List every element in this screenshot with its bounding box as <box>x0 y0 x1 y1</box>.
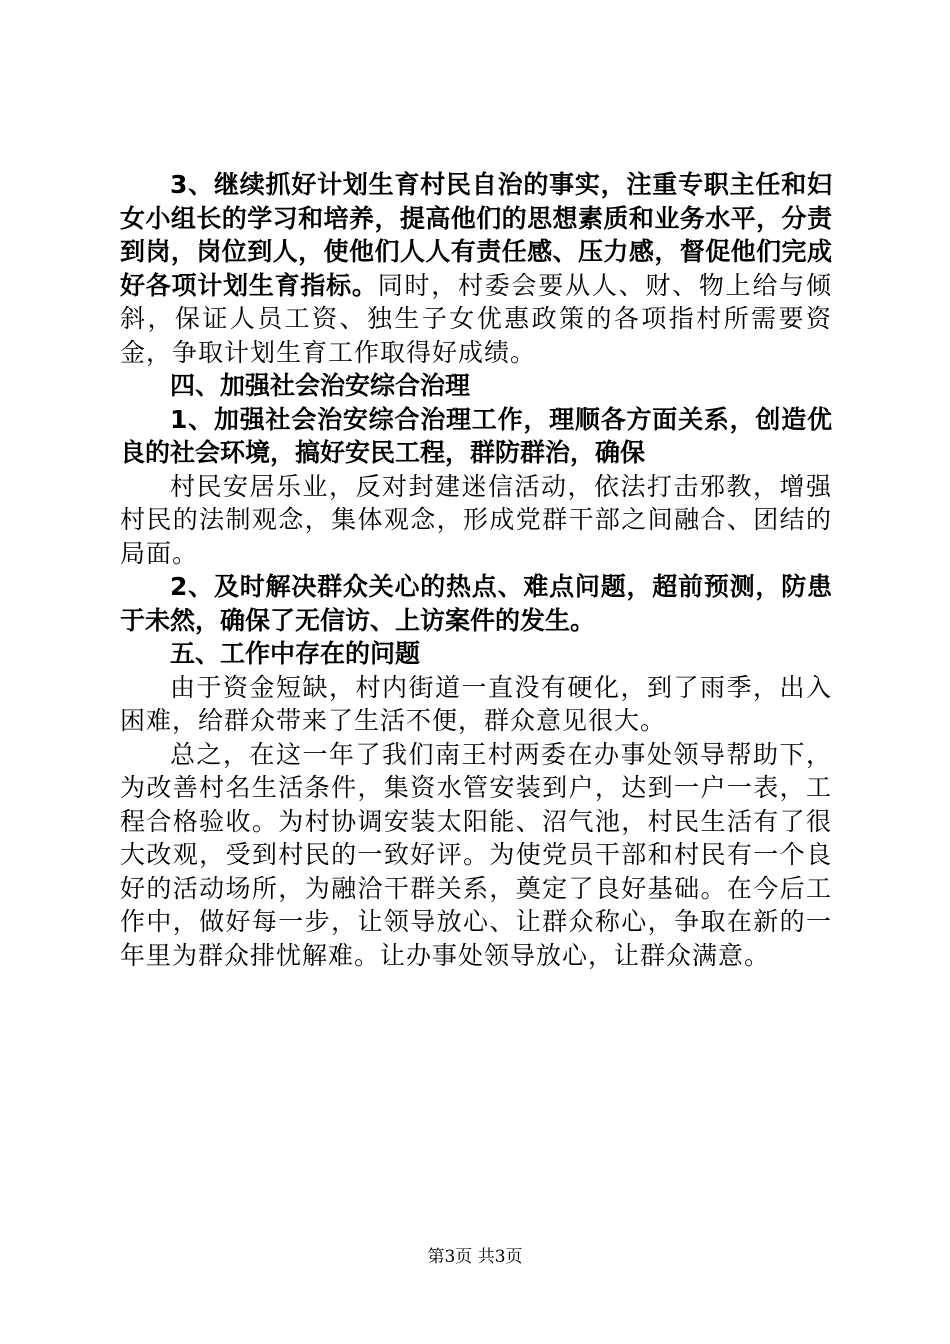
paragraph-item-2-hotspots: 2、及时解决群众关心的热点、难点问题，超前预测，防患于未然，确保了无信访、上访案件的发生。 <box>120 572 832 635</box>
paragraph-summary: 总之，在这一年了我们南王村两委在办事处领导帮助下，为改善村名生活条件，集资水管安装到户，达到一户一表，工程合格验收。为村协调安装太阳能、沼气池，村民生活有了很大改观，受到村民的一致好评。为使党员干部和村民有一个良好的活动场所，为融洽干群关系，奠定了良好基础。在今后工作中，做好每一步，让领导放心、让群众称心，争取在新的一年里为群众排忧解难。让办事处领导放心，让群众满意。 <box>120 739 832 970</box>
section-heading-4: 四、加强社会治安综合治理 <box>170 371 471 400</box>
document-body <box>120 168 832 972</box>
paragraph-village-committee-support: 同时，村委会要从人、财、物上给与倾斜，保证人员工资、独生子女优惠政策的各项指村所需要资金，争取计划生育工作取得好成绩。 <box>120 270 832 367</box>
paragraph-funding-shortage: 由于资金短缺，村内街道一直没有硬化，到了雨季，出入困难，给群众带来了生活不便，群众意见很大。 <box>120 672 832 735</box>
paragraph-item-3-family-planning: 3、继续抓好计划生育村民自治的事实，注重专职主任和妇女小组长的学习和培养，提高他们的思想素质和业务水平，分责到岗，岗位到人，使他们人人有责任感、压力感，督促他们完成好各项计划生育指标。同时，村委会要从人、财、物上给与倾斜，保证人员工资、独生子女优惠政策的各项指村所需要资金，争取计划生育工作取得好成绩。 <box>120 170 832 367</box>
page-footer: 第3页 共3页 <box>427 1247 523 1267</box>
paragraph-item-1-security: 1、加强社会治安综合治理工作，理顺各方面关系，创造优良的社会环境，搞好安民工程，群防群治，确保 <box>120 404 832 467</box>
section-heading-5: 五、工作中存在的问题 <box>170 639 421 668</box>
paragraph-villagers-peace: 村民安居乐业，反对封建迷信活动，依法打击邪教，增强村民的法制观念，集体观念，形成党群干部之间融合、团结的局面。 <box>120 471 832 568</box>
